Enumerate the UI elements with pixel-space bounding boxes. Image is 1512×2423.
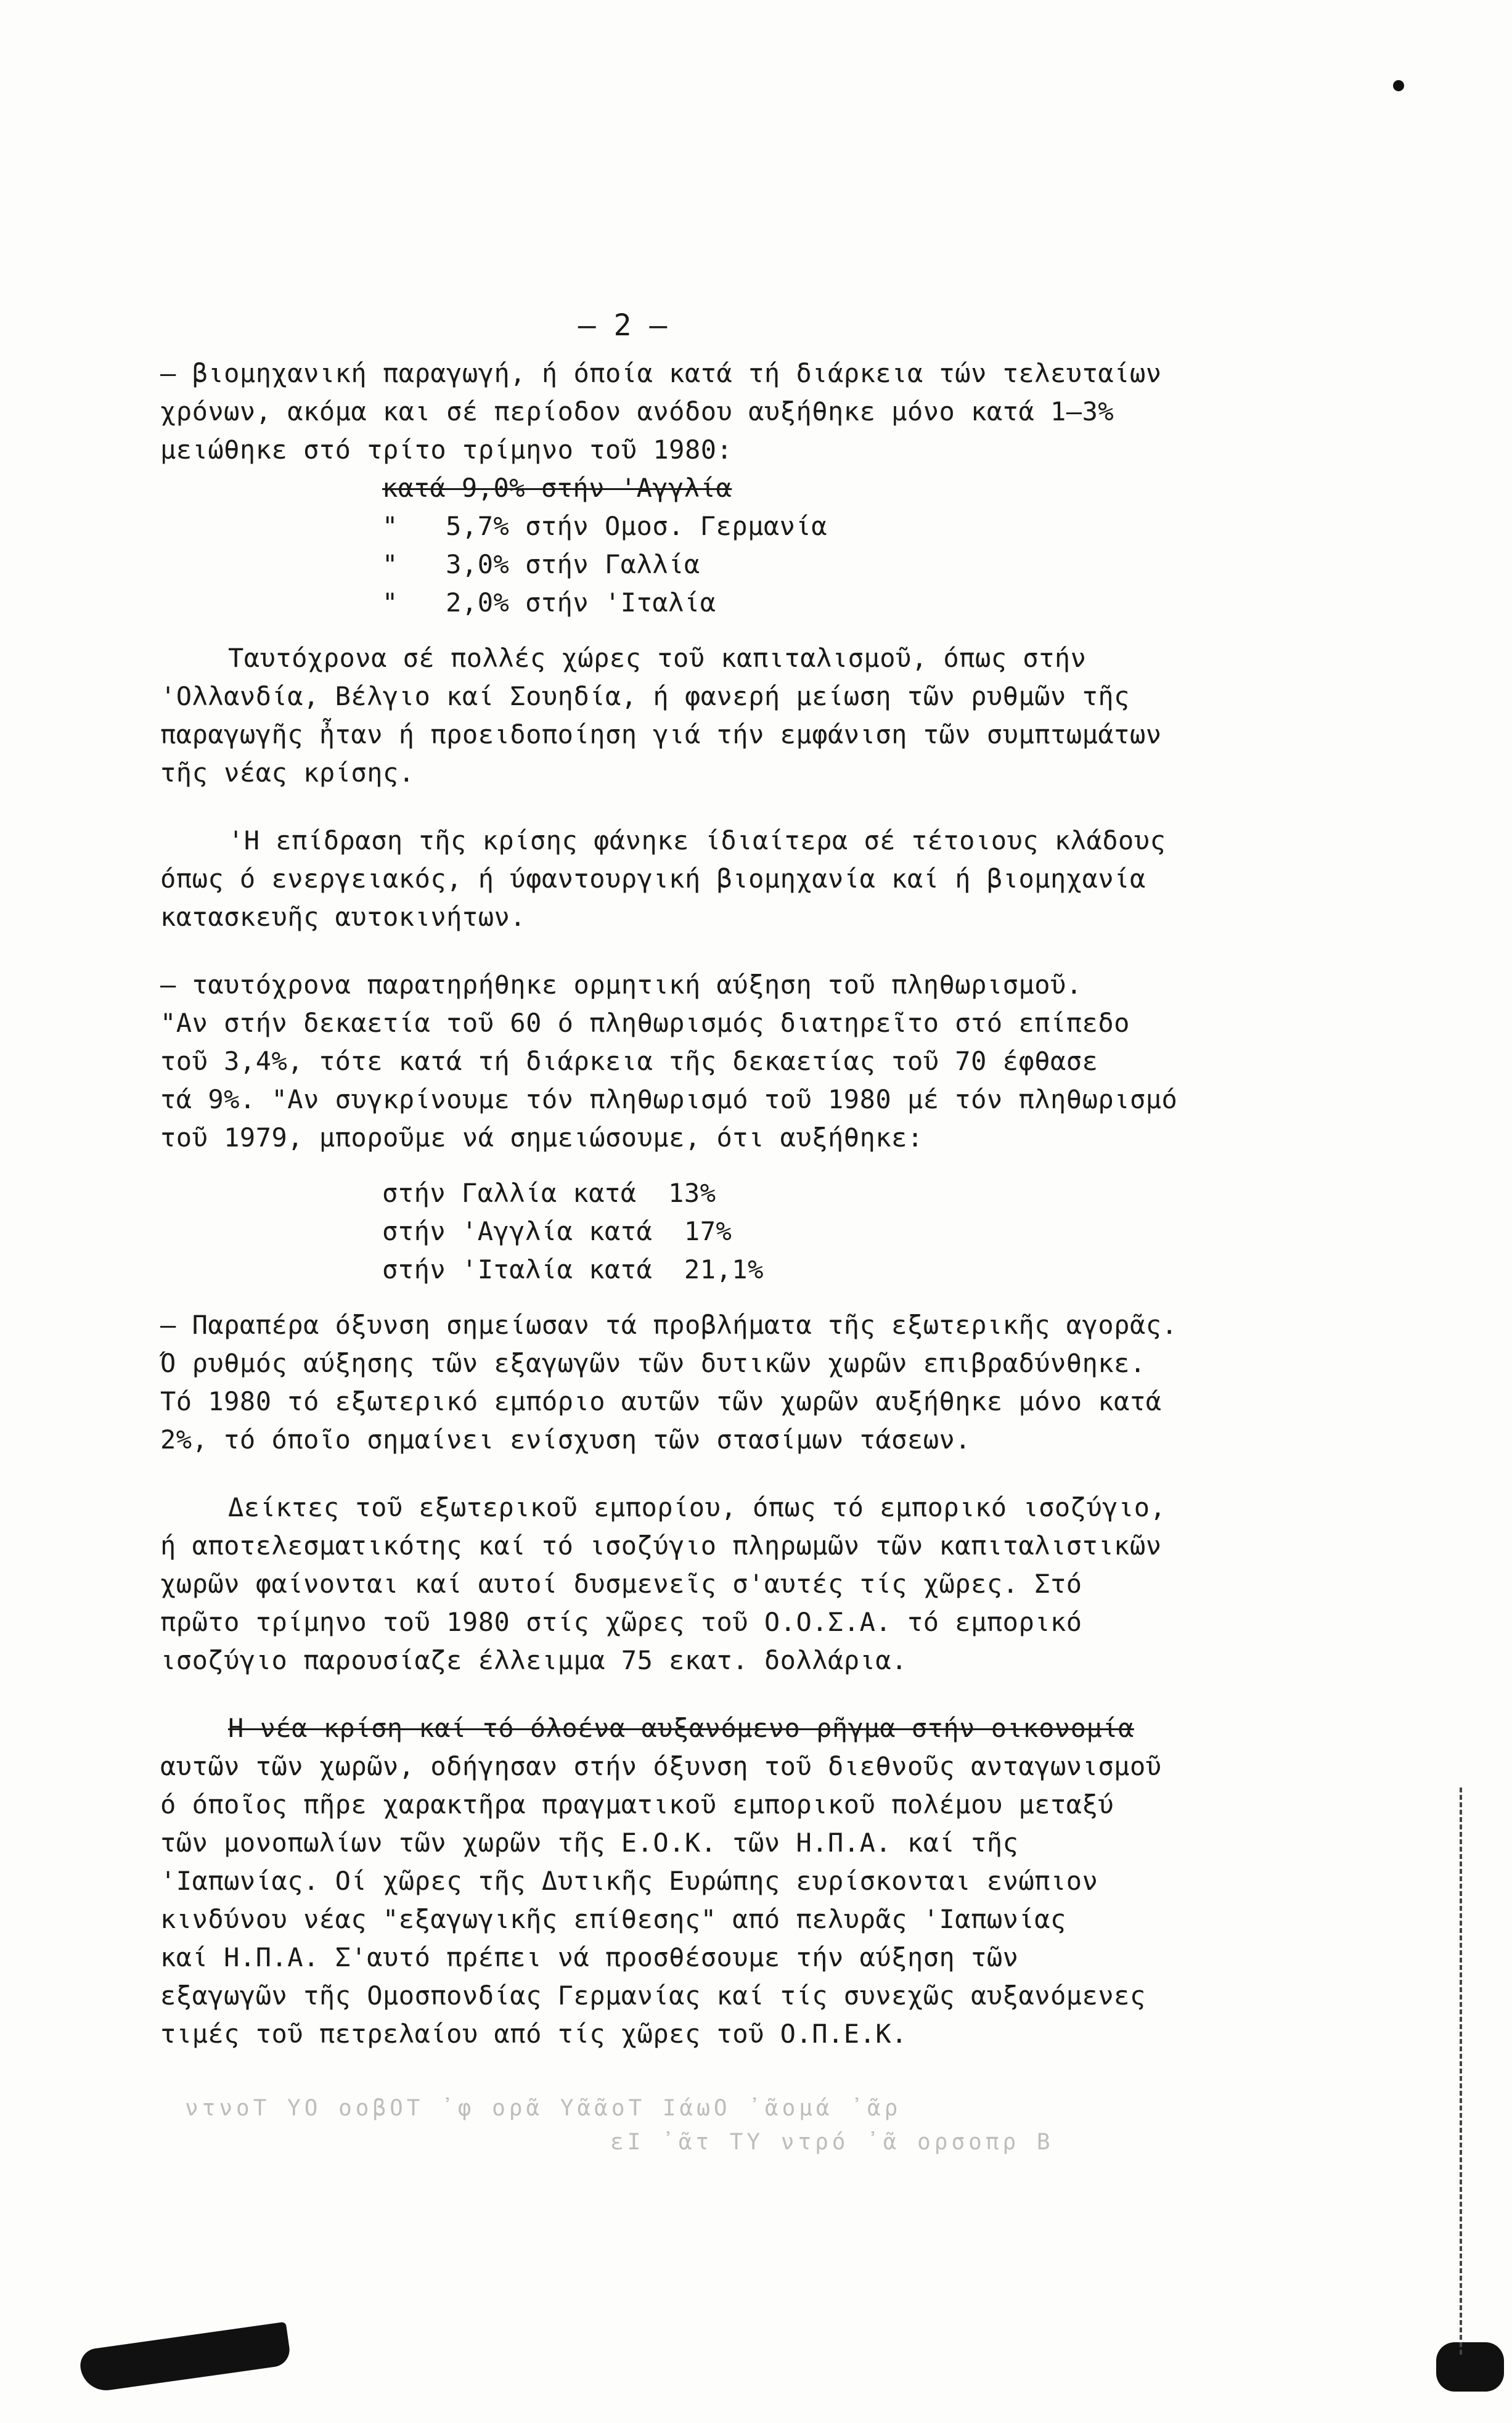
gap: [160, 936, 1368, 966]
bleed-through-line-2: εΙ ᾽ᾶτ ΤΥ ντρό ᾽ᾶ ορσοπρ Β: [610, 2130, 1054, 2155]
para-simultaneous-3: παραγωγῆς ἦταν ή προειδοποίηση γιά τήν εμφάνιση τῶν συμπτωμάτων: [160, 719, 1162, 750]
para-indicators-4: πρῶτο τρίμηνο τοῦ 1980 στίς χῶρες τοῦ Ο.Ο.Σ.Α. τό εμπορικό: [160, 1607, 1082, 1637]
bleed-through-line-1: ντνοΤ ΥΟ οοβΟΤ ᾽φ ορᾶ ΥᾶᾶοΤ ΙάωΟ ᾽ᾶομά ᾽ᾶρ: [185, 2096, 902, 2121]
inflation-italy: στήν 'Ιταλία κατά 21,1%: [382, 1254, 764, 1285]
para-industrial-line-2: χρόνων, ακόμα και σέ περίοδον ανόδου αυξήθηκε μόνο κατά 1–3%: [160, 396, 1114, 427]
para-crisis-4: τῶν μονοπωλίων τῶν χωρῶν τῆς Ε.Ο.Κ. τῶν Η.Π.Α. καί τῆς: [160, 1828, 1019, 1858]
para-crisis-2: αυτῶν τῶν χωρῶν, οδήγησαν στήν όξυνση τοῦ διεθνοῦς ανταγωνισμοῦ: [160, 1751, 1162, 1781]
list-france: " 3,0% στήν Γαλλία: [382, 549, 700, 579]
para-indicators-5: ισοζύγιο παρουσίαζε έλλειμμα 75 εκατ. δολλάρια.: [160, 1645, 907, 1675]
scan-edge-mark-right: [1436, 2342, 1504, 2392]
list-italy: " 2,0% στήν 'Ιταλία: [382, 587, 716, 618]
gap: [160, 1289, 1368, 1306]
para-market-2: Ό ρυθμός αύξησης τῶν εξαγωγῶν τῶν δυτικῶν χωρῶν επιβραδύνθηκε.: [160, 1348, 1146, 1378]
gap: [160, 622, 1368, 639]
inflation-france: στήν Γαλλία κατά 13%: [382, 1178, 716, 1208]
para-crisis-9: τιμές τοῦ πετρελαίου από τίς χῶρες τοῦ Ο.Π.Ε.Κ.: [160, 2019, 907, 2049]
scan-edge-dashes: [1460, 1788, 1462, 2355]
para-inflation-2: "Αν στήν δεκαετία τοῦ 60 ό πληθωρισμός διατηρεῖτο στό επίπεδο: [160, 1008, 1130, 1038]
gap: [160, 1157, 1368, 1174]
page-number: – 2 –: [578, 308, 668, 343]
para-indicators-3: χωρῶν φαίνονται καί αυτοί δυσμενεῖς σ'αυτές τίς χῶρες. Στό: [160, 1569, 1082, 1599]
para-market-4: 2%, τό όποῖο σημαίνει ενίσχυση τῶν στασίμων τάσεων.: [160, 1424, 971, 1455]
para-crisis-3: ό όποῖος πῆρε χαρακτῆρα πραγματικοῦ εμπορικοῦ πολέμου μεταξύ: [160, 1789, 1114, 1820]
para-impact-1: 'Η επίδραση τῆς κρίσης φάνηκε ίδιαίτερα σέ τέτοιους κλάδους: [228, 825, 1166, 856]
para-crisis-5: 'Ιαπωνίας. Οί χῶρες τῆς Δυτικῆς Ευρώπης ευρίσκονται ενώπιον: [160, 1866, 1098, 1896]
para-impact-2: όπως ό ενεργειακός, ή ύφαντουργική βιομηχανία καί ή βιομηχανία: [160, 864, 1146, 894]
gap: [160, 1459, 1368, 1489]
list-germany: " 5,7% στήν Ομοσ. Γερμανία: [382, 511, 828, 541]
para-inflation-4: τά 9%. "Αν συγκρίνουμε τόν πληθωρισμό τοῦ 1980 μέ τόν πληθωρισμό: [160, 1084, 1178, 1114]
para-market-3: Τό 1980 τό εξωτερικό εμπόριο αυτῶν τῶν χωρῶν αυξήθηκε μόνο κατά: [160, 1386, 1162, 1416]
para-industrial-line-3: μειώθηκε στό τρίτο τρίμηνο τοῦ 1980:: [160, 435, 733, 465]
para-crisis-7: καί Η.Π.Α. Σ'αυτό πρέπει νά προσθέσουμε τήν αύξηση τῶν: [160, 1942, 1019, 1972]
para-crisis-1: Η νέα κρίση καί τό όλοένα αυξανόμενο ρῆγμα στήν οικονομία: [228, 1713, 1134, 1743]
gap: [160, 1680, 1368, 1709]
para-impact-3: κατασκευῆς αυτοκινήτων.: [160, 902, 526, 932]
para-indicators-2: ή αποτελεσματικότης καί τό ισοζύγιο πληρωμῶν τῶν καπιταλιστικῶν: [160, 1530, 1162, 1561]
para-simultaneous-2: 'Ολλανδία, Βέλγιο καί Σουηδία, ή φανερή μείωση τῶν ρυθμῶν τῆς: [160, 681, 1130, 711]
gap: [160, 792, 1368, 822]
para-simultaneous-1: Ταυτόχρονα σέ πολλές χώρες τοῦ καπιταλισμοῦ, όπως στήν: [228, 643, 1087, 673]
para-inflation-1: – ταυτόχρονα παρατηρήθηκε ορμητική αύξηση τοῦ πληθωρισμοῦ.: [160, 970, 1082, 1000]
para-market-1: – Παραπέρα όξυνση σημείωσαν τά προβλήματα τῆς εξωτερικῆς αγορᾶς.: [160, 1310, 1178, 1340]
para-crisis-6: κινδύνου νέας "εξαγωγικῆς επίθεσης" από πελυρᾶς 'Ιαπωνίας: [160, 1904, 1066, 1934]
inflation-england: στήν 'Αγγλία κατά 17%: [382, 1216, 732, 1246]
para-inflation-5: τοῦ 1979, μποροῦμε νά σημειώσουμε, ότι αυξήθηκε:: [160, 1122, 923, 1153]
para-inflation-3: τοῦ 3,4%, τότε κατά τή διάρκεια τῆς δεκαετίας τοῦ 70 έφθασε: [160, 1046, 1098, 1076]
para-industrial-line-1: – βιομηχανική παραγωγή, ή όποία κατά τή διάρκεια τών τελευταίων: [160, 358, 1162, 388]
para-crisis-8: εξαγωγῶν τῆς Ομοσπονδίας Γερμανίας καί τίς συνεχῶς αυξανόμενες: [160, 1980, 1146, 2011]
para-simultaneous-4: τῆς νέας κρίσης.: [160, 758, 415, 788]
scan-edge-mark-left: [78, 2322, 292, 2394]
ink-spot: [1393, 80, 1404, 91]
list-england: κατά 9,0% στήν 'Αγγλία: [382, 473, 732, 503]
para-indicators-1: Δείκτες τοῦ εξωτερικοῦ εμπορίου, όπως τό εμπορικό ισοζύγιο,: [228, 1492, 1166, 1522]
document-body: [160, 354, 1368, 2053]
